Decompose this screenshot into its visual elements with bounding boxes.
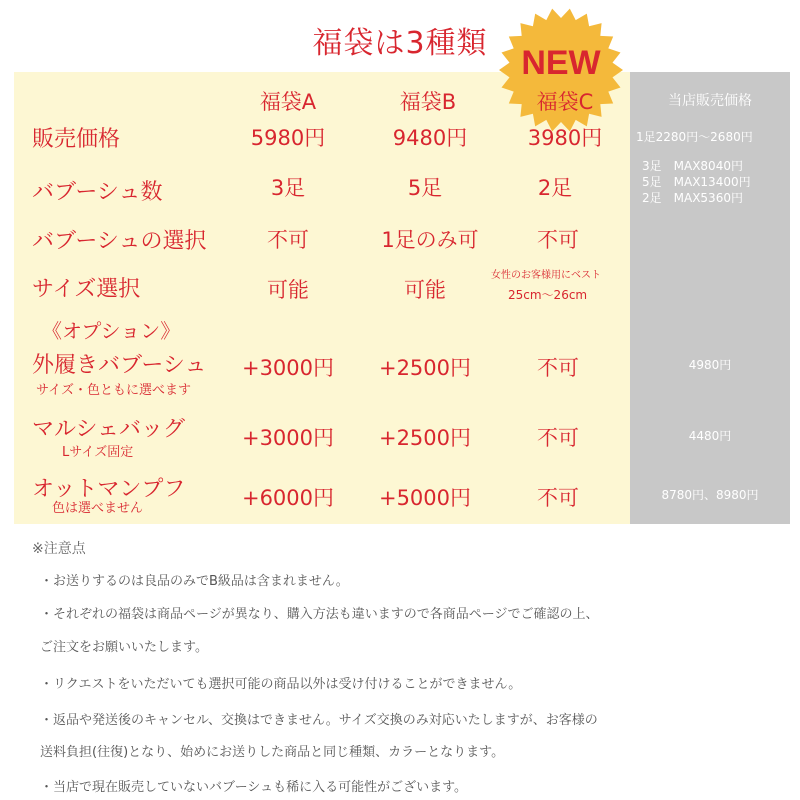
notes-header: ※注意点 <box>32 541 86 557</box>
price-b: 9480円 <box>392 126 468 150</box>
store-price-header: 当店販売価格 <box>668 93 752 109</box>
option-pouf-c: 不可 <box>537 486 579 510</box>
note-line: 送料負担(往復)となり、始めにお送りした商品と同じ種類、カラーとなります。 <box>40 745 505 760</box>
option-pouf-a: +6000円 <box>241 486 335 510</box>
store-price-5: 5足 MAX13400円 <box>642 175 751 189</box>
price-a: 5980円 <box>250 126 326 150</box>
store-price-single: 1足2280円〜2680円 <box>636 130 753 144</box>
store-price-3: 3足 MAX8040円 <box>642 159 743 173</box>
note-line: ・リクエストをいただいても選択可能の商品以外は受け付けることができません。 <box>40 677 522 692</box>
row-label-size: サイズ選択 <box>32 277 141 302</box>
size-b: 可能 <box>404 278 446 302</box>
option-bag-store-price: 4480円 <box>688 429 732 443</box>
note-line: ・それぞれの福袋は商品ページが異なり、購入方法も違いますので各商品ページでご確認の上、 <box>40 607 599 622</box>
option-outdoor-b: +2500円 <box>378 356 472 380</box>
option-label-pouf: オットマンプフ <box>32 477 186 502</box>
option-outdoor-store-price: 4980円 <box>688 358 732 372</box>
page-title: 福袋は3種類 <box>312 26 488 61</box>
choice-b: 1足のみ可 <box>381 228 479 252</box>
note-line: ・お送りするのは良品のみでB級品は含まれません。 <box>40 574 349 589</box>
option-pouf-store-price: 8780円、8980円 <box>661 488 759 502</box>
store-price-2: 2足 MAX5360円 <box>642 191 743 205</box>
option-sub-bag: Lサイズ固定 <box>62 445 134 460</box>
option-bag-a: +3000円 <box>241 426 335 450</box>
option-outdoor-a: +3000円 <box>241 356 335 380</box>
new-badge-label: NEW <box>521 44 601 82</box>
count-a: 3足 <box>270 176 306 200</box>
option-bag-b: +2500円 <box>378 426 472 450</box>
row-label-count: バブーシュ数 <box>32 180 163 205</box>
count-c: 2足 <box>537 176 573 200</box>
count-b: 5足 <box>407 176 443 200</box>
option-pouf-b: +5000円 <box>378 486 472 510</box>
row-label-price: 販売価格 <box>32 127 121 152</box>
option-outdoor-c: 不可 <box>537 356 579 380</box>
option-label-bag: マルシェバッグ <box>32 417 186 442</box>
choice-c: 不可 <box>537 228 579 252</box>
column-header-a: 福袋A <box>259 90 317 114</box>
column-header-b: 福袋B <box>399 90 457 114</box>
options-header: 《オプション》 <box>42 319 181 343</box>
option-label-outdoor: 外履きバブーシュ <box>32 353 207 378</box>
choice-a: 不可 <box>267 228 309 252</box>
size-c-note: 女性のお客様用にベスト <box>491 270 601 281</box>
price-c: 3980円 <box>527 126 603 150</box>
size-c-range: 25cm〜26cm <box>508 288 588 302</box>
note-line: ・当店で現在販売していないバブーシュも稀に入る可能性がございます。 <box>40 780 468 795</box>
note-line: ・返品や発送後のキャンセル、交換はできません。サイズ交換のみ対応いたしますが、お客様の <box>40 713 598 728</box>
option-bag-c: 不可 <box>537 426 579 450</box>
option-sub-pouf: 色は選べません <box>52 501 144 516</box>
size-a: 可能 <box>267 278 309 302</box>
option-sub-outdoor: サイズ・色ともに選べます <box>36 383 191 398</box>
column-header-c: 福袋C <box>536 90 594 114</box>
row-label-choice: バブーシュの選択 <box>32 229 207 254</box>
note-line: ご注文をお願いいたします。 <box>40 640 208 655</box>
